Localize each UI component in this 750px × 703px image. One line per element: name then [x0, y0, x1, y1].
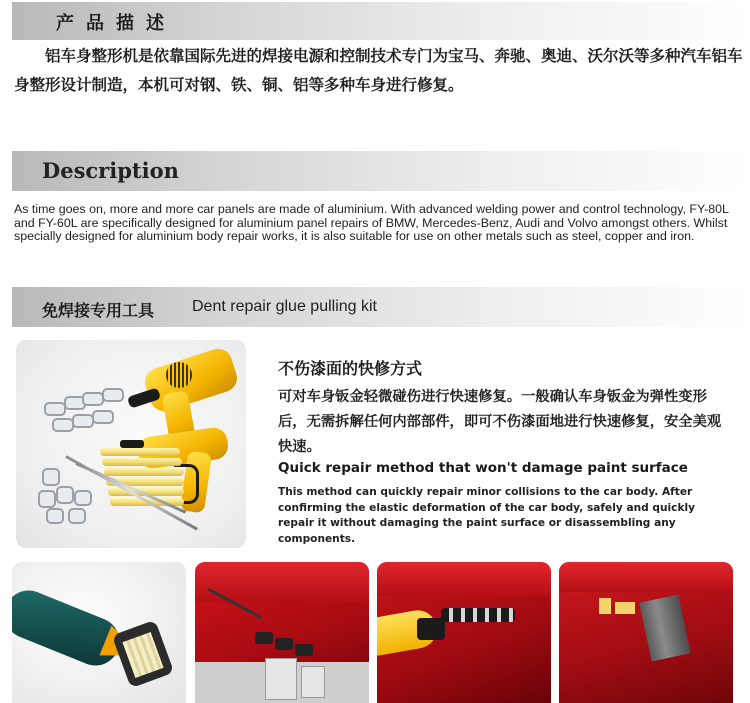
- kit-title-en: Dent repair glue pulling kit: [192, 298, 377, 315]
- quick-repair-body-en: This method can quickly repair minor collisions to the car body. After confirming the elastic deformation of the car body, safely and quickly repair it without damaging the paint surface or disassembling any components.: [278, 486, 696, 545]
- product-description-zh: 铝车身整形机是依靠国际先进的焊接电源和控制技术专门为宝马、奔驰、奥迪、沃尔沃等多种汽车铝车身整形设计制造，本机可对钢、铁、铜、铝等多种车身进行修复。: [14, 47, 743, 94]
- section-header-description: [12, 151, 748, 191]
- section-title-zh: 产品描述: [56, 13, 176, 34]
- step-image-glue-gun: [12, 562, 186, 703]
- quick-repair-title-zh: 不伤漆面的快修方式: [278, 359, 423, 378]
- section-title-en: Description: [42, 158, 179, 183]
- step-image-pull-dent: [377, 562, 551, 703]
- quick-repair-body-zh: 可对车身钣金轻微碰伤进行快速修复。一般确认车身钣金为弹性变形后，无需拆解任何内部部件，即可不伤漆面地进行快速修复，安全美观快速。: [278, 389, 722, 455]
- section-header-product-description: [12, 2, 748, 40]
- product-description-en: As time goes on, more and more car panels are made of aluminium. With advanced welding power and control technology, FY-80L and FY-60L are specifically designed for aluminium panel repairs of BMW, Mercedes-Benz, Audi and Volvo amongst others. Whilst specially designed for aluminium body repair works, it is also suitable for use on other metals such as steel, copper and iron.: [14, 202, 729, 243]
- kit-title-zh: 免焊接专用工具: [42, 301, 155, 320]
- kit-product-image: [16, 340, 246, 548]
- step-image-remove-glue: [559, 562, 733, 703]
- section-header-dent-repair-kit: [12, 287, 748, 327]
- quick-repair-title-en: Quick repair method that won't damage paint surface: [278, 460, 688, 476]
- step-image-apply-tabs: [195, 562, 369, 703]
